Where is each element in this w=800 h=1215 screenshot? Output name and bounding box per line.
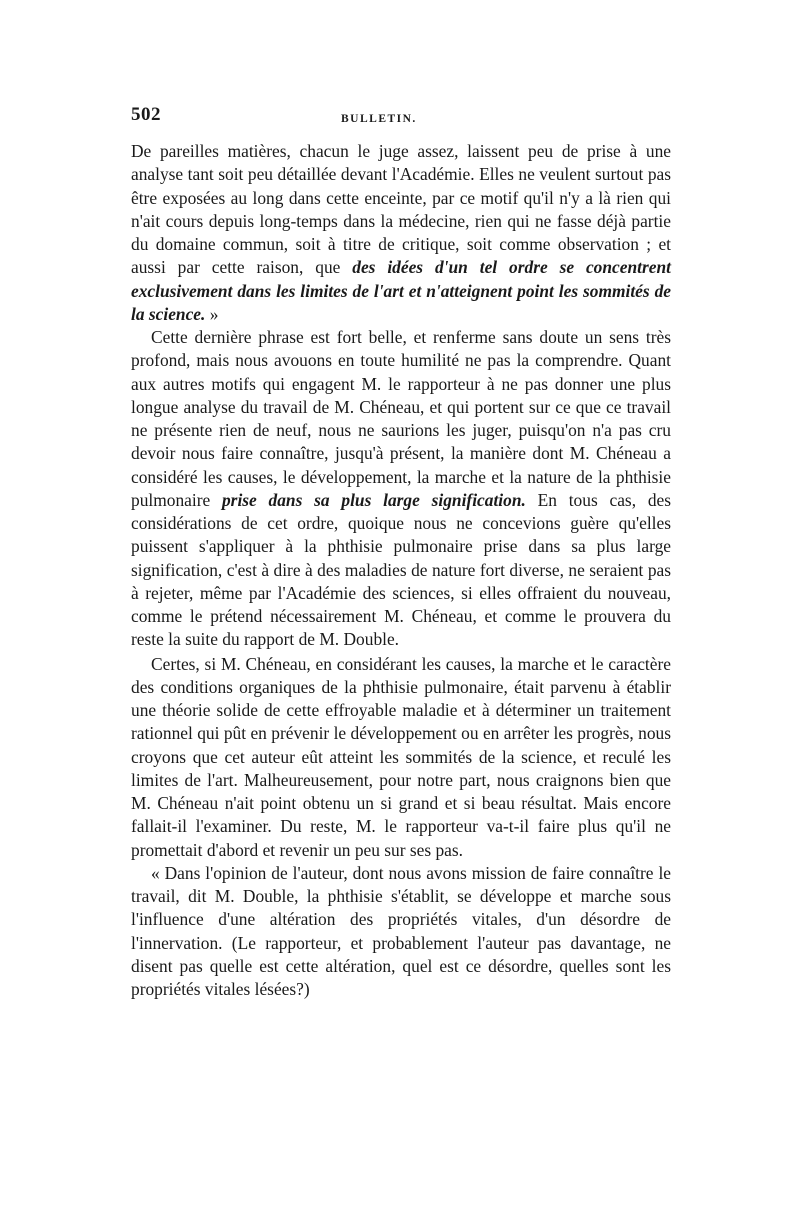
paragraph-2-continuation: En tous cas, des considérations de cet ordre, quoique nous ne concevions guère qu'elles puissent s'appliquer à la phthisie pulmonaire prise dans sa plus large signification, c'est à dire à des maladies de nature fort diverse, ne seraient pas à rejeter, même par l'Académie des sciences, si elles offraient du nouveau, comme le prétend nécessairement M. Chéneau, et comme le prouvera du reste la suite du rapport de M. Double. — [131, 489, 671, 650]
page-number: 502 — [131, 104, 161, 125]
paragraph-1 — [131, 140, 671, 326]
paragraph-4-text: « Dans l'opinion de l'auteur, dont nous avons mission de faire connaître le travail, dit M. Double, la phthisie s'établit, se développe et marche sous l'influence d'une altération des propriétés vitales, d'un désordre de l'innervation. (Le rapporteur, et probablement l'auteur pas davantage, ne disent pas quelle est cette altération, quel est ce désordre, quelles sont les propriétés vitales lésées?) — [131, 862, 671, 999]
paragraph-4 — [131, 862, 671, 1002]
paragraph-1-text: De pareilles matières, chacun le juge assez, laissent peu de prise à une analyse tant soit peu détaillée devant l'Académie. Elles ne veulent surtout pas être exposées au long dans cette enceinte, par ce motif qu'il n'y a là rien qui n'ait cours depuis long-temps dans la médecine, rien qui ne fasse déjà partie du domaine commun, soit à titre de critique, soit comme observation ; et aussi par cette raison, que — [131, 141, 671, 278]
paragraph-3 — [131, 653, 671, 862]
paragraph-2 — [131, 326, 671, 652]
book-page — [131, 104, 671, 1001]
paragraph-2-text: Cette dernière phrase est fort belle, et renferme sans doute un sens très profond, mais nous avouons en toute humilité ne pas la comprendre. Quant aux autres motifs qui engagent M. le rapporteur à ne pas donner une plus longue analyse du travail de M. Chéneau, et qui portent sur ce que ce travail ne présente rien de neuf, nous ne saurions les juger, puisqu'on n'a pas cru devoir nous faire connaître, jusqu'à présent, la manière dont M. Chéneau a considéré les causes, le développement, la marche et la nature de la phthisie pulmonaire — [131, 327, 671, 510]
page-header — [131, 104, 671, 134]
paragraph-1-italic-quote: des idées d'un tel ordre se concentrent exclusivement dans les limites de l'art et n'atteignent point les sommités de la science. — [131, 257, 671, 324]
paragraph-3-text: Certes, si M. Chéneau, en considérant les causes, la marche et le caractère des conditions organiques de la phthisie pulmonaire, était parvenu à établir une théorie solide de cette effroyable maladie et à déterminer un traitement rationnel qui pût en prévenir le développement ou en arrêter les progrès, nous croyons que cet auteur eût atteint les sommités de la science, et reculé les limites de l'art. Malheureusement, pour notre part, nous craignons bien que M. Chéneau n'ait point obtenu un si grand et si beau résultat. Mais encore fallait-il l'examiner. Du reste, M. le rapporteur va-t-il faire plus qu'il ne promettait d'abord et revenir un peu sur ses pas. — [131, 653, 671, 860]
running-head: BULLETIN. — [341, 113, 417, 125]
body-text — [131, 140, 671, 1001]
paragraph-1-closing: » — [205, 303, 219, 324]
paragraph-2-italic-phrase: prise dans sa plus large signification. — [221, 489, 526, 510]
